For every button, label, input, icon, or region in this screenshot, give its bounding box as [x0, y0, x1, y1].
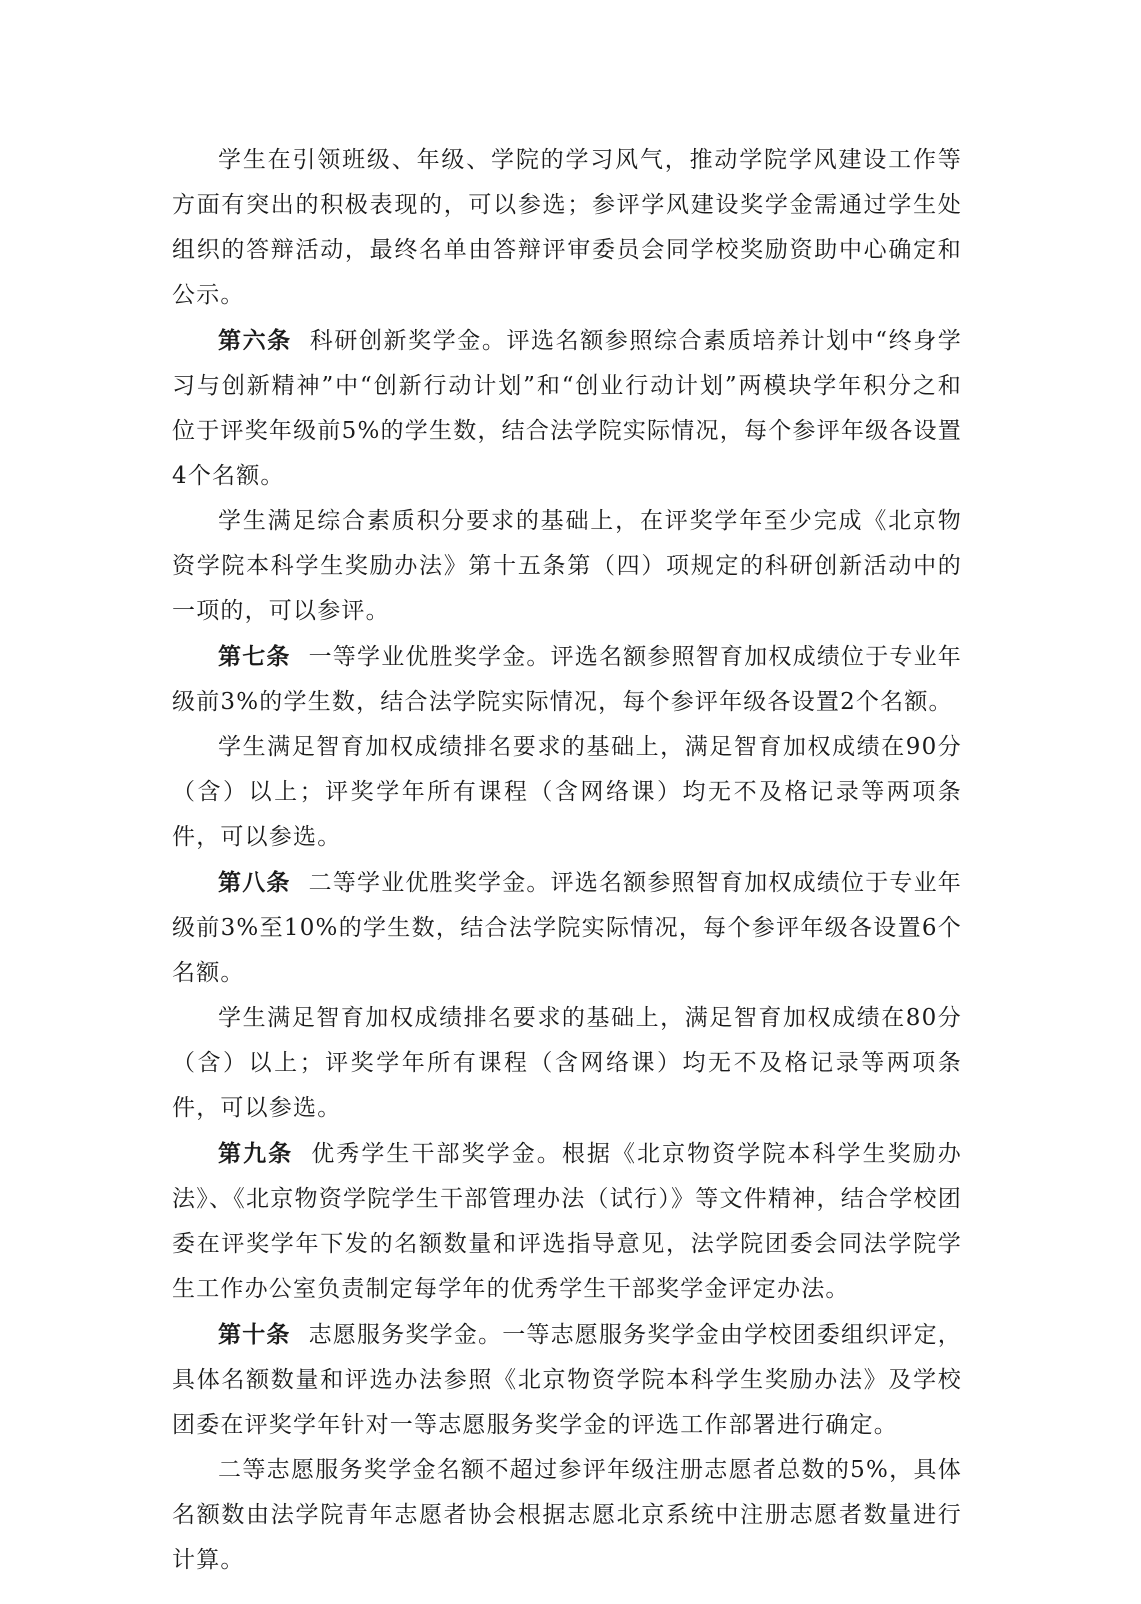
article-heading: 第七条: [218, 643, 291, 670]
paragraph-text: 志愿服务奖学金。一等志愿服务奖学金由学校团委组织评定，具体名额数量和评选办法参照《北京物资学院本科学生奖励办法》及学校团委在评奖学年针对一等志愿服务奖学金的评选工作部署进行确定。: [172, 1322, 963, 1438]
article-10: [172, 1312, 962, 1448]
article-6: [172, 318, 962, 499]
paragraph-style-building-criteria: [172, 138, 962, 318]
paragraph-text: 学生在引领班级、年级、学院的学习风气，推动学院学风建设工作等方面有突出的积极表现的，可以参选；参评学风建设奖学金需通过学生处组织的答辩活动，最终名单由答辩评审委员会同学校奖励资助中心确定和公示。: [172, 147, 962, 308]
paragraph-text: 二等学业优胜奖学金。评选名额参照智育加权成绩位于专业年级前3%至10%的学生数，结合法学院实际情况，每个参评年级各设置6个名额。: [172, 870, 963, 986]
article-heading: 第九条: [218, 1140, 294, 1167]
document-body: [172, 138, 962, 1583]
article-10-criteria: [172, 1448, 962, 1583]
paragraph-text: 科研创新奖学金。评选名额参照综合素质培养计划中“终身学习与创新精神”中“创新行动计划”和“创业行动计划”两模块学年积分之和位于评奖年级前5%的学生数，结合法学院实际情况，每个参评年级各设置4个名额。: [172, 328, 962, 489]
article-heading: 第六条: [218, 327, 292, 354]
paragraph-text: 优秀学生干部奖学金。根据《北京物资学院本科学生奖励办法》、《北京物资学院学生干部管理办法（试行）》等文件精神，结合学校团委在评奖学年下发的名额数量和评选指导意见，法学院团委会同法学院学生工作办公室负责制定每学年的优秀学生干部奖学金评定办法。: [172, 1141, 962, 1302]
paragraph-text: 学生满足智育加权成绩排名要求的基础上，满足智育加权成绩在90分（含）以上；评奖学年所有课程（含网络课）均无不及格记录等两项条件，可以参选。: [172, 734, 962, 850]
paragraph-text: 一等学业优胜奖学金。评选名额参照智育加权成绩位于专业年级前3%的学生数，结合法学院实际情况，每个参评年级各设置2个名额。: [172, 644, 963, 715]
article-7: [172, 634, 962, 725]
article-heading: 第八条: [218, 869, 291, 896]
article-9: [172, 1131, 962, 1312]
article-8-criteria: [172, 996, 962, 1131]
article-6-criteria: [172, 499, 962, 634]
article-7-criteria: [172, 725, 962, 860]
article-8: [172, 860, 962, 996]
paragraph-text: 学生满足智育加权成绩排名要求的基础上，满足智育加权成绩在80分（含）以上；评奖学年所有课程（含网络课）均无不及格记录等两项条件，可以参选。: [172, 1005, 962, 1121]
paragraph-text: 学生满足综合素质积分要求的基础上，在评奖学年至少完成《北京物资学院本科学生奖励办法》第十五条第（四）项规定的科研创新活动中的一项的，可以参评。: [172, 508, 962, 624]
article-heading: 第十条: [218, 1321, 291, 1348]
paragraph-text: 二等志愿服务奖学金名额不超过参评年级注册志愿者总数的5%，具体名额数由法学院青年志愿者协会根据志愿北京系统中注册志愿者数量进行计算。: [172, 1457, 962, 1573]
